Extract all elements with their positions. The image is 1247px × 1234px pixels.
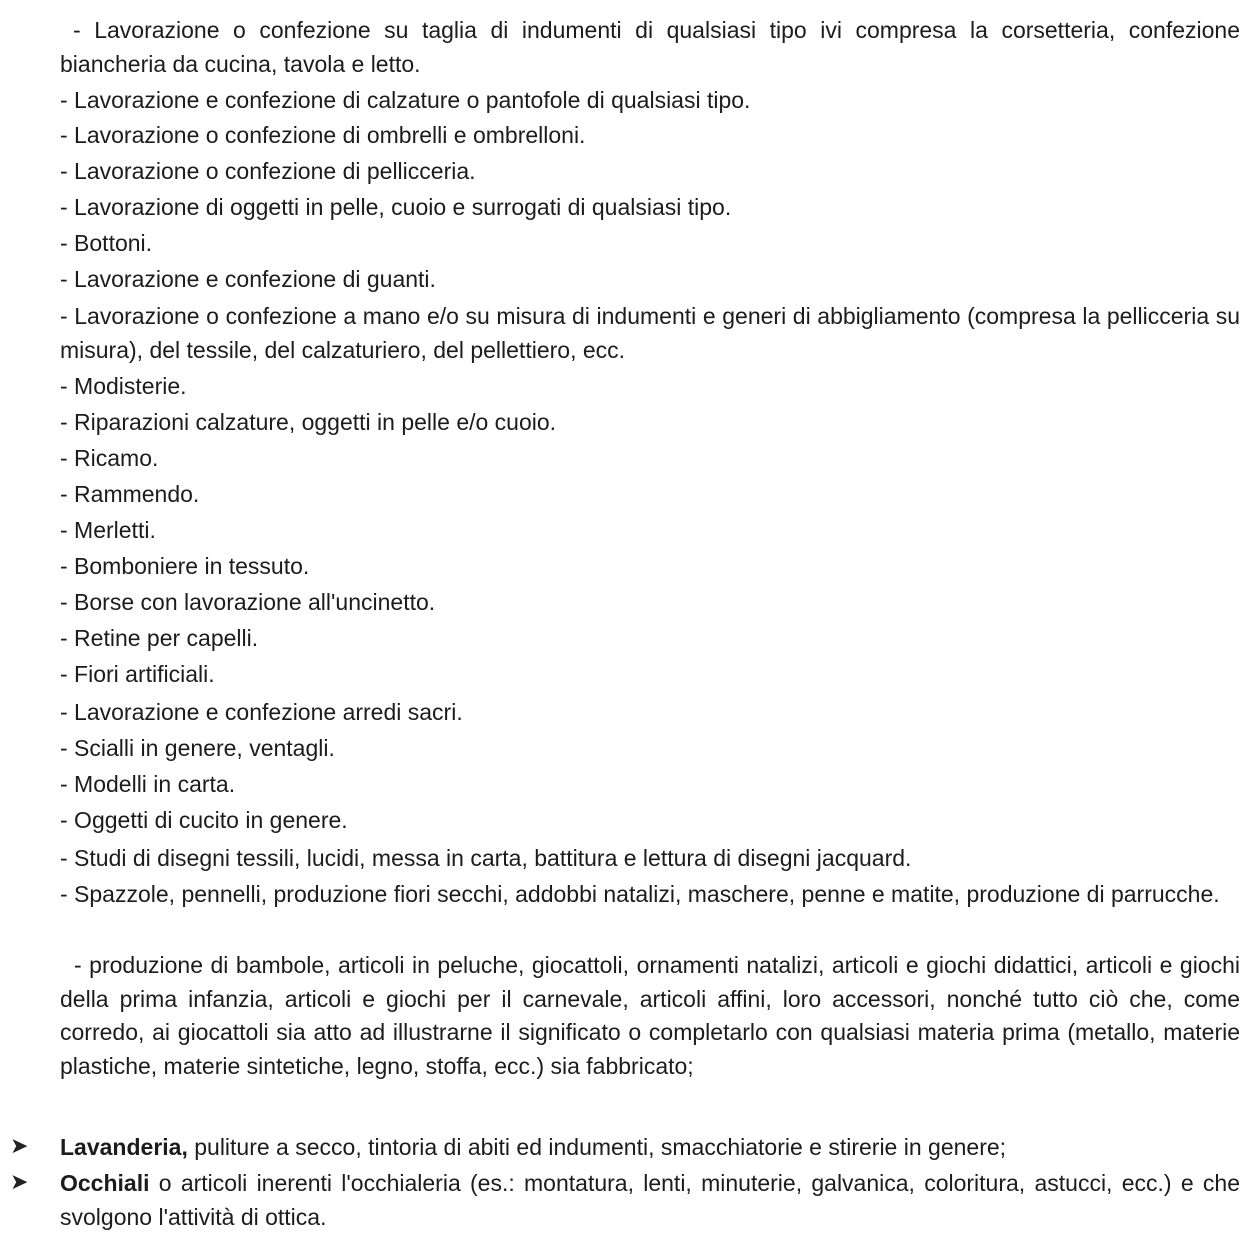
list-item: - Fiori artificiali. <box>60 661 215 687</box>
list-item-spazzole: - Spazzole, pennelli, produzione fiori secchi, addobbi natalizi, maschere, penne e matite, produzione di parrucche. <box>60 881 1220 907</box>
list-item: - Lavorazione o confezione di ombrelli e ombrelloni. <box>60 122 586 148</box>
arrow-bullet-icon: ➤ <box>10 1169 29 1194</box>
list-item: - Merletti. <box>60 517 156 543</box>
bullet-lavanderia-bold: Lavanderia, <box>60 1134 188 1160</box>
list-item: - Bottoni. <box>60 230 153 256</box>
list-item: - Lavorazione e confezione di calzature o pantofole di qualsiasi tipo. <box>60 87 751 113</box>
list-item: - Riparazioni calzature, oggetti in pelle e/o cuoio. <box>60 409 557 435</box>
list-item: - Ricamo. <box>60 445 159 471</box>
list-item: - Modisterie. <box>60 373 187 399</box>
list-item: - Rammendo. <box>60 481 200 507</box>
list-item: - Scialli in genere, ventagli. <box>60 735 335 761</box>
list-item-confezione-mano: - Lavorazione o confezione a mano e/o su misura di indumenti e generi di abbigliamento (compresa la pellicceria su misura), del tessile, del calzaturiero, del pellettiero, ecc. <box>60 303 1240 363</box>
bullet-lavanderia-rest: puliture a secco, tintoria di abiti ed indumenti, smacchiatorie e stirerie in genere; <box>187 1134 1007 1160</box>
list-item: - Retine per capelli. <box>60 625 259 651</box>
bullet-occhiali-bold: Occhiali <box>60 1170 150 1196</box>
bullet-occhiali-rest: o articoli inerenti l'occhialeria (es.: montatura, lenti, minuterie, galvanica, coloritura, astucci, ecc.) e che svolgono l'attività di ottica. <box>60 1170 1240 1230</box>
list-item: - Borse con lavorazione all'uncinetto. <box>60 589 436 615</box>
list-item: - Lavorazione o confezione di pellicceria. <box>60 158 476 184</box>
bullet-lavanderia-text <box>60 1131 1240 1165</box>
arrow-bullet-icon: ➤ <box>10 1133 29 1158</box>
list-item: - Oggetti di cucito in genere. <box>60 807 348 833</box>
list-item: - Lavorazione e confezione arredi sacri. <box>60 699 463 725</box>
list-item: - Modelli in carta. <box>60 771 236 797</box>
list-item: - Bomboniere in tessuto. <box>60 553 310 579</box>
list-item: - Lavorazione e confezione di guanti. <box>60 266 436 292</box>
bullet-occhiali-text <box>60 1167 1240 1234</box>
list-item-bambole: - produzione di bambole, articoli in peluche, giocattoli, ornamenti natalizi, articoli e giochi didattici, articoli e giochi della prima infanzia, articoli e giochi per il carnevale, articoli affini, loro accessori, nonché tutto ciò che, come corredo, ai giocattoli sia atto ad illustrarne il significato o completarlo con qualsiasi materia prima (metallo, materie plastiche, materie sintetiche, legno, stoffa, ecc.) sia fabbricato; <box>60 952 1240 1079</box>
list-item: - Studi di disegni tessili, lucidi, messa in carta, battitura e lettura di disegni jacquard. <box>60 845 912 871</box>
list-item-confezione-taglia: - Lavorazione o confezione su taglia di indumenti di qualsiasi tipo ivi compresa la corsetteria, confezione biancheria da cucina, tavola e letto. <box>60 17 1240 77</box>
list-item: - Lavorazione di oggetti in pelle, cuoio e surrogati di qualsiasi tipo. <box>60 194 732 220</box>
